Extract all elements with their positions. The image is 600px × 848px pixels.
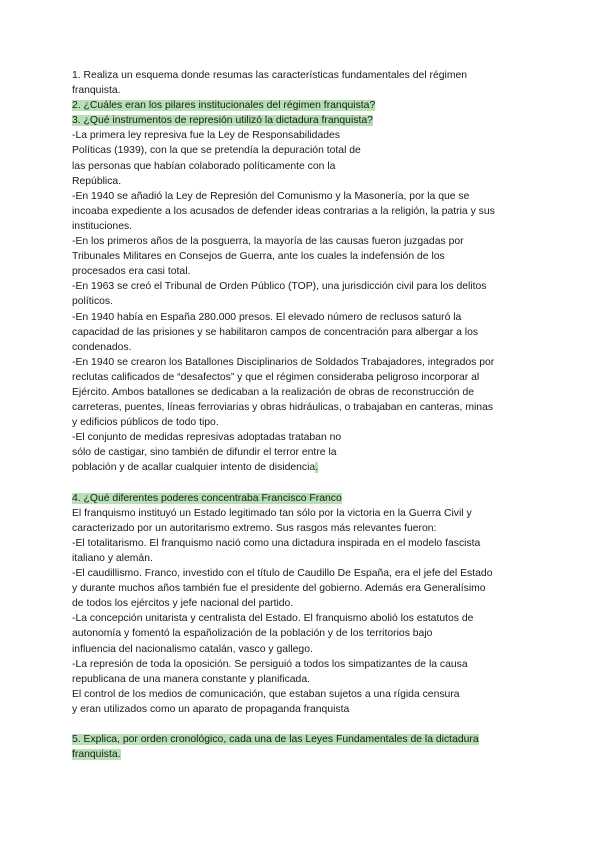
answer-line: condenados. <box>72 341 132 353</box>
question-3: 3. ¿Qué instrumentos de represión utilizó la dictadura franquista? <box>72 115 373 127</box>
answer-line-last: población y de acallar cualquier intento de disidencia. <box>72 462 319 474</box>
answer-line: -La primera ley represiva fue la Ley de Responsabilidades <box>72 130 340 142</box>
answer-line: El franquismo instituyó un Estado legitimado tan sólo por la victoria en la Guerra Civil y <box>72 507 472 519</box>
answer-line: República. <box>72 175 122 187</box>
question-1-line-1: 1. Realiza un esquema donde resumas las características fundamentales del régimen <box>72 70 468 81</box>
answer-line: -En 1963 se creó el Tribunal de Orden Público (TOP), una jurisdicción civil para los delitos <box>72 281 487 293</box>
answer-line: -La represión de toda la oposición. Se persiguió a todos los simpatizantes de la causa <box>72 658 468 670</box>
question-5-line-2: franquista. <box>72 749 121 761</box>
answer-line: -En 1940 había en España 280.000 presos. El elevado número de reclusos saturó la <box>72 311 462 323</box>
answer-line: procesados era casi total. <box>72 266 191 278</box>
answer-line: influencia del nacionalismo catalán, vasco y gallego. <box>72 643 313 655</box>
answer-line: incoaba expediente a los acusados de defender ideas contrarias a la religión, la patria y sus <box>72 205 495 217</box>
answer-line: reclutas calificados de “desafectos” y que el régimen consideraba peligroso incorporar al <box>72 371 480 383</box>
answer-line: sólo de castigar, sino también de difundir el terror entre la <box>72 447 337 459</box>
answer-line: carreteras, puentes, líneas ferroviarias y obras hidráulicas, o trabajaban en canteras, minas <box>72 402 494 414</box>
answer-line: y durante muchos años también fue el presidente del gobierno. Además era Generalísimo <box>72 583 486 595</box>
answer-line: Políticas (1939), con la que se pretendía la depuración total de <box>72 145 361 157</box>
question-5-line-1: 5. Explica, por orden cronológico, cada una de las Leyes Fundamentales de la dictadura <box>72 734 479 746</box>
answer-line: -En 1940 se añadió la Ley de Represión del Comunismo y la Masonería, por la que se <box>72 190 470 202</box>
answer-line: autonomía y fomentó la españolización de la población y de los territorios bajo <box>72 628 433 640</box>
answer-line: Ejército. Ambos batallones se dedicaban a la realización de obras de reconstrucción de <box>72 386 475 398</box>
question-1-line-2: franquista. <box>72 85 121 97</box>
answer-line: italiano y alemán. <box>72 553 153 564</box>
answer-line: caracterizado por un autoritarismo extremo. Sus rasgos más relevantes fueron: <box>72 522 437 534</box>
answer-line: políticos. <box>72 296 114 308</box>
question-4: 4. ¿Qué diferentes poderes concentraba Francisco Franco <box>72 492 342 504</box>
answer-line: -En 1940 se crearon los Batallones Disciplinarios de Soldados Trabajadores, integrados por <box>72 356 495 368</box>
answer-line: -El conjunto de medidas represivas adoptadas trataban no <box>72 432 342 444</box>
answer-line: instituciones. <box>72 220 133 232</box>
answer-line: las personas que habían colaborado políticamente con la <box>72 160 336 172</box>
question-3-answer <box>72 128 530 475</box>
question-2: 2. ¿Cuáles eran los pilares institucionales del régimen franquista? <box>72 100 376 112</box>
answer-line: capacidad de las prisiones y se habilitaron campos de concentración para albergar a los <box>72 326 479 338</box>
answer-line: -El caudillismo. Franco, investido con el título de Caudillo De España, era el jefe del Estado <box>72 568 493 580</box>
answer-line: republicana de una manera constante y planificada. <box>72 673 310 685</box>
highlight-mark: . <box>315 462 319 474</box>
answer-line: Tribunales Militares en Consejos de Guerra, ante los cuales la indefensión de los <box>72 251 445 263</box>
answer-line: y edificios públicos de todo tipo. <box>72 417 219 429</box>
answer-line: -El totalitarismo. El franquismo nació como una dictadura inspirada en el modelo fascista <box>72 537 481 549</box>
spacer <box>72 717 530 732</box>
answer-line: El control de los medios de comunicación, que estaban sujetos a una rígida censura <box>72 688 460 700</box>
answer-line: -En los primeros años de la posguerra, la mayoría de las causas fueron juzgadas por <box>72 236 464 248</box>
answer-line: y eran utilizados como un aparato de propaganda franquista <box>72 703 350 715</box>
spacer <box>72 476 530 491</box>
answer-line: de todos los ejércitos y jefe nacional del partido. <box>72 598 294 610</box>
answer-line: -La concepción unitarista y centralista del Estado. El franquismo abolió los estatutos de <box>72 613 474 625</box>
question-4-answer <box>72 506 530 717</box>
